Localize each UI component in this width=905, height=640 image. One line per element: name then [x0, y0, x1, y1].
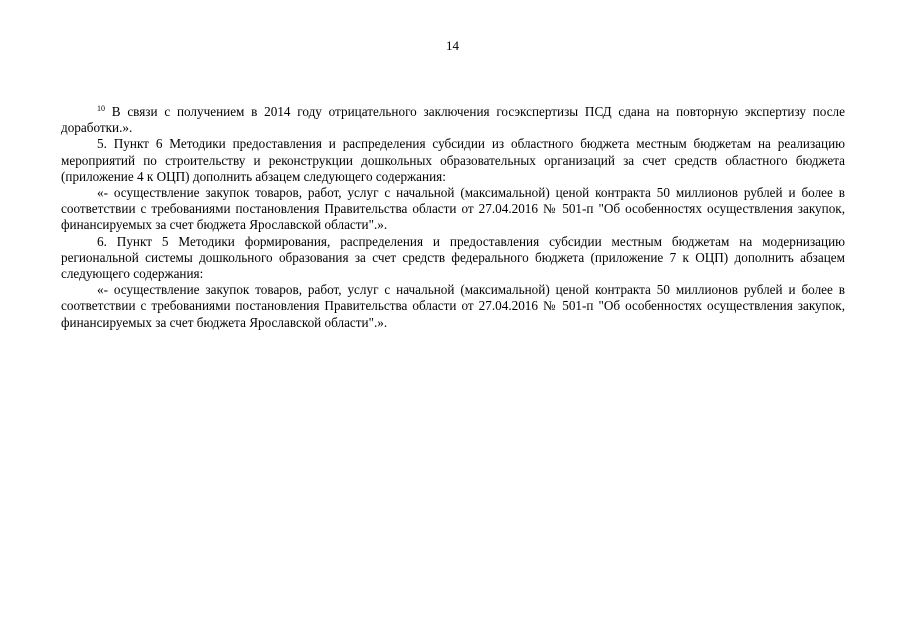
paragraph-item-5: 5. Пункт 6 Методики предоставления и распределения субсидии из областного бюджета местным бюджетам на реализацию мероприятий по строительству и реконструкции дошкольных образовательных организаций за счет средств областного бюджета (приложение 4 к ОЦП) дополнить абзацем следующего содержания: — [61, 136, 845, 184]
paragraph-item-5-addition: «- осуществление закупок товаров, работ, услуг с начальной (максимальной) ценой контракта 50 миллионов рублей и более в соответствии с требованиями постановления Правительства области от 27.04.2016 № 501-п "Об особенностях осуществления закупок, финансируемых за счет бюджета Ярославской области".». — [61, 185, 845, 233]
document-body — [61, 104, 845, 331]
page-number: 14 — [446, 38, 459, 53]
paragraph-footnote-10 — [61, 104, 845, 136]
footnote-text: В связи с получением в 2014 году отрицательного заключения госэкспертизы ПСД сдана на повторную экспертизу после доработки.». — [61, 104, 845, 136]
paragraph-item-6-addition: «- осуществление закупок товаров, работ, услуг с начальной (максимальной) ценой контракта 50 миллионов рублей и более в соответствии с требованиями постановления Правительства области от 27.04.2016 № 501-п "Об особенностях осуществления закупок, финансируемых за счет бюджета Ярославской области".». — [61, 282, 845, 330]
footnote-marker: 10 — [97, 104, 105, 113]
paragraph-item-6: 6. Пункт 5 Методики формирования, распределения и предоставления субсидии местным бюджетам на модернизацию региональной системы дошкольного образования за счет средств федерального бюджета (приложение 7 к ОЦП) дополнить абзацем следующего содержания: — [61, 233, 845, 282]
